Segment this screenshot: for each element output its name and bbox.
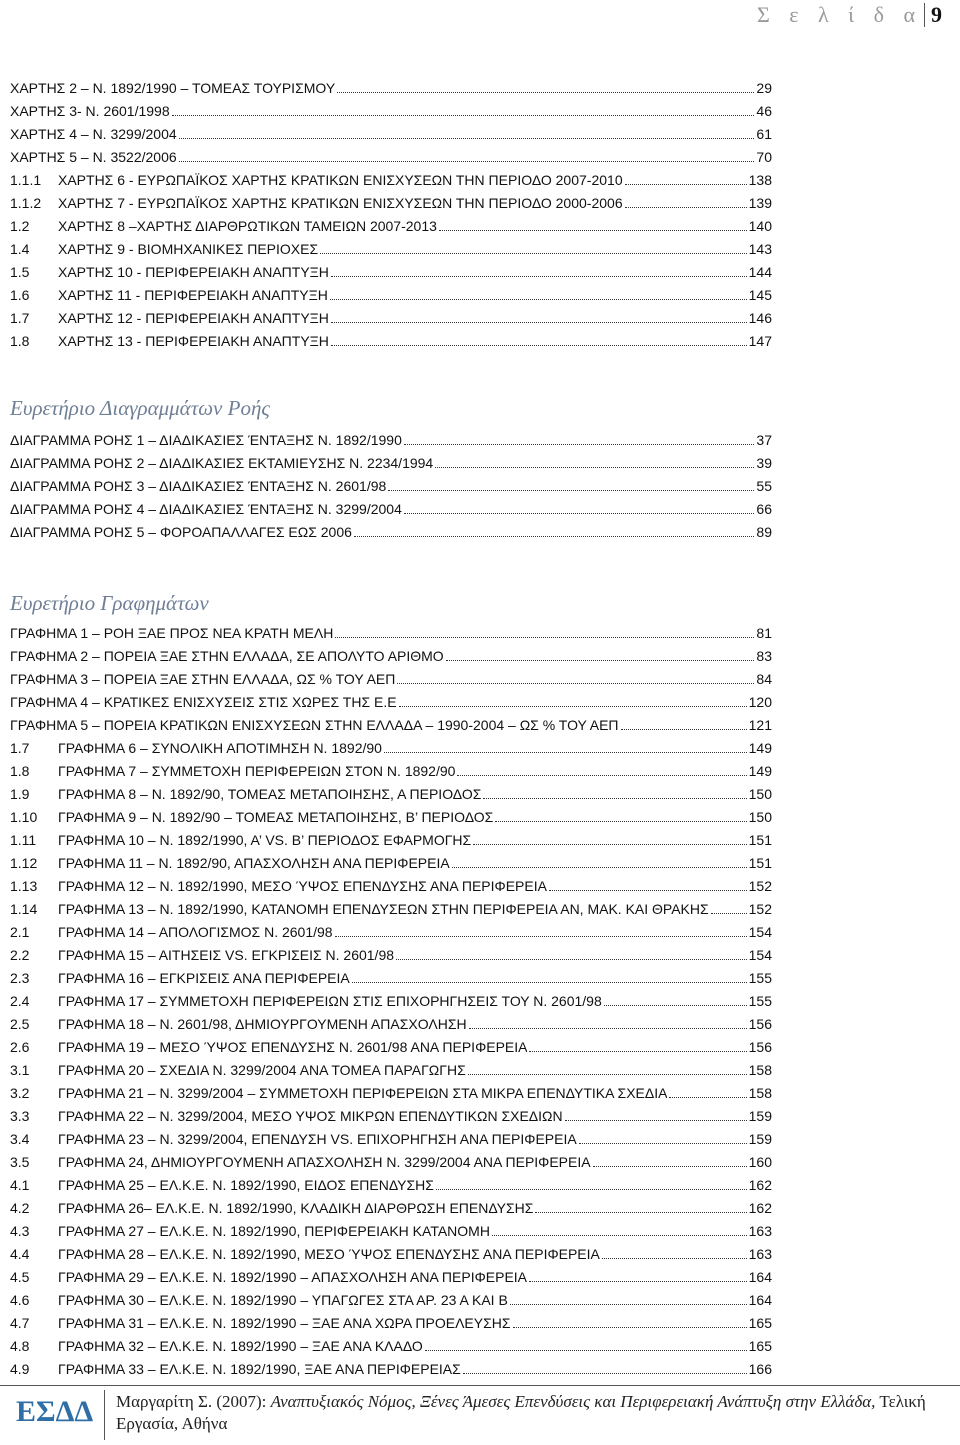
entry-page-number: 164	[748, 1269, 772, 1285]
dot-leader	[179, 138, 755, 139]
toc-entry[interactable]	[10, 189, 772, 212]
entry-page-number: 150	[748, 809, 772, 825]
entry-number: 3.3	[10, 1108, 30, 1124]
entry-title: ΧΑΡΤΗΣ 4 – Ν. 3299/2004	[10, 126, 177, 142]
entry-number: 2.3	[10, 970, 30, 986]
entry-number: 4.9	[10, 1361, 30, 1377]
dot-leader	[320, 253, 747, 254]
entry-title: ΧΑΡΤΗΣ 6 - ΕΥΡΩΠΑΪΚΟΣ ΧΑΡΤΗΣ ΚΡΑΤΙΚΩΝ ΕΝΙΣΧΥΣΕΩΝ ΤΗΝ ΠΕΡΙΟΔΟ 2007-2010	[58, 172, 623, 188]
entry-page-number: 163	[748, 1223, 772, 1239]
dot-leader	[337, 92, 754, 93]
entry-number: 2.4	[10, 993, 30, 1009]
dot-leader	[549, 890, 747, 891]
entry-page-number: 155	[748, 993, 772, 1009]
toc-entry[interactable]	[10, 757, 772, 780]
entry-title: ΓΡΑΦΗΜΑ 9 – Ν. 1892/90 – ΤΟΜΕΑΣ ΜΕΤΑΠΟΙΗΣΗΣ, Β’ ΠΕΡΙΟΔΟΣ	[58, 809, 494, 825]
entry-page-number: 149	[748, 763, 772, 779]
dot-leader	[436, 1189, 747, 1190]
entry-page-number: 139	[748, 195, 772, 211]
entry-number: 4.4	[10, 1246, 30, 1262]
dot-leader	[179, 161, 755, 162]
entry-title: ΓΡΑΦΗΜΑ 4 – ΚΡΑΤΙΚΕΣ ΕΝΙΣΧΥΣΕΙΣ ΣΤΙΣ ΧΩΡΕΣ ΤΗΣ Ε.Ε	[10, 694, 397, 710]
entry-page-number: 61	[756, 126, 772, 142]
flow-diagrams-index	[10, 426, 772, 541]
entry-number: 4.7	[10, 1315, 30, 1331]
dot-leader	[384, 752, 747, 753]
toc-entry[interactable]	[10, 495, 772, 518]
entry-title: ΓΡΑΦΗΜΑ 15 – ΑΙΤΗΣΕΙΣ VS. ΕΓΚΡΙΣΕΙΣ Ν. 2601/98	[58, 947, 395, 963]
entry-page-number: 138	[748, 172, 772, 188]
toc-entry[interactable]	[10, 1056, 772, 1079]
entry-number: 2.5	[10, 1016, 30, 1032]
entry-title: ΓΡΑΦΗΜΑ 28 – ΕΛ.Κ.Ε. Ν. 1892/1990, ΜΕΣΟ ΎΨΟΣ ΕΠΕΝΔΥΣΗΣ ΑΝΑ ΠΕΡΙΦΕΡΕΙΑ	[58, 1246, 600, 1262]
dot-leader	[625, 207, 747, 208]
toc-entry[interactable]	[10, 327, 772, 350]
entry-number: 3.1	[10, 1062, 30, 1078]
entry-page-number: 29	[756, 80, 772, 96]
toc-entry[interactable]	[10, 1309, 772, 1332]
toc-entry[interactable]	[10, 1217, 772, 1240]
entry-number: 1.9	[10, 786, 30, 802]
dot-leader	[469, 1028, 747, 1029]
toc-entry[interactable]	[10, 665, 772, 688]
dot-leader	[439, 230, 747, 231]
dot-leader	[435, 467, 754, 468]
toc-entry[interactable]	[10, 212, 772, 235]
entry-title: ΓΡΑΦΗΜΑ 8 – Ν. 1892/90, ΤΟΜΕΑΣ ΜΕΤΑΠΟΙΗΣΗΣ, Α ΠΕΡΙΟΔΟΣ	[58, 786, 482, 802]
entry-page-number: 46	[756, 103, 772, 119]
entry-number: 2.6	[10, 1039, 30, 1055]
dot-leader	[604, 1005, 747, 1006]
toc-entry[interactable]	[10, 1033, 772, 1056]
entry-page-number: 151	[748, 855, 772, 871]
entry-page-number: 66	[756, 501, 772, 517]
entry-title: ΧΑΡΤΗΣ 8 –ΧΑΡΤΗΣ ΔΙΑΡΘΡΩΤΙΚΩΝ ΤΑΜΕΙΩΝ 2007-2013	[58, 218, 437, 234]
entry-page-number: 144	[748, 264, 772, 280]
entry-page-number: 145	[748, 287, 772, 303]
entry-title: ΓΡΑΦΗΜΑ 10 – Ν. 1892/1990, Α’ VS. Β’ ΠΕΡΙΟΔΟΣ ΕΦΑΡΜΟΓΗΣ	[58, 832, 472, 848]
dot-leader	[711, 913, 747, 914]
entry-title: ΓΡΑΦΗΜΑ 32 – ΕΛ.Κ.Ε. Ν. 1892/1990 – ΞΑΕ ΑΝΑ ΚΛΑΔΟ	[58, 1338, 423, 1354]
dot-leader	[172, 115, 755, 116]
toc-entry[interactable]	[10, 734, 772, 757]
dot-leader	[621, 729, 747, 730]
entry-number: 4.8	[10, 1338, 30, 1354]
entry-title: ΔΙΑΓΡΑΜΜΑ ΡΟΗΣ 1 – ΔΙΑΔΙΚΑΣΙΕΣ ΈΝΤΑΞΗΣ Ν. 1892/1990	[10, 432, 402, 448]
entry-page-number: 84	[756, 671, 772, 687]
graphs-heading: Ευρετήριο Γραφημάτων	[10, 591, 209, 615]
footer-suffix: Τελική Εργασία, Αθήνα	[116, 1392, 926, 1433]
toc-entry[interactable]	[10, 1263, 772, 1286]
toc-entry[interactable]	[10, 258, 772, 281]
entry-page-number: 147	[748, 333, 772, 349]
entry-page-number: 155	[748, 970, 772, 986]
dot-leader	[330, 299, 747, 300]
entry-title: ΓΡΑΦΗΜΑ 2 – ΠΟΡΕΙΑ ΞΑΕ ΣΤΗΝ ΕΛΛΑΔΑ, ΣΕ ΑΠΟΛΥΤΟ ΑΡΙΘΜΟ	[10, 648, 444, 664]
dot-leader	[495, 821, 746, 822]
dot-leader	[492, 1235, 747, 1236]
entry-title: ΓΡΑΦΗΜΑ 14 – ΑΠΟΛΟΓΙΣΜΟΣ Ν. 2601/98	[58, 924, 333, 940]
entry-page-number: 164	[748, 1292, 772, 1308]
entry-number: 1.10	[10, 809, 38, 825]
entry-number: 1.13	[10, 878, 38, 894]
dot-leader	[468, 1074, 747, 1075]
entry-page-number: 152	[748, 878, 772, 894]
entry-title: ΓΡΑΦΗΜΑ 5 – ΠΟΡΕΙΑ ΚΡΑΤΙΚΩΝ ΕΝΙΣΧΥΣΕΩΝ ΣΤΗΝ ΕΛΛΑΔΑ – 1990-2004 – ΩΣ % ΤΟΥ ΑΕΠ	[10, 717, 619, 733]
entry-number: 1.7	[10, 310, 30, 326]
toc-entry[interactable]	[10, 849, 772, 872]
entry-page-number: 55	[756, 478, 772, 494]
toc-entry[interactable]	[10, 964, 772, 987]
dot-leader	[510, 1304, 747, 1305]
entry-title: ΧΑΡΤΗΣ 9 - ΒΙΟΜΗΧΑΝΙΚΕΣ ΠΕΡΙΟΧΕΣ	[58, 241, 319, 257]
entry-title: ΓΡΑΦΗΜΑ 25 – ΕΛ.Κ.Ε. Ν. 1892/1990, ΕΙΔΟΣ ΕΠΕΝΔΥΣΗΣ	[58, 1177, 434, 1193]
toc-entry[interactable]	[10, 166, 772, 189]
toc-entry[interactable]	[10, 120, 772, 143]
toc-entry[interactable]	[10, 987, 772, 1010]
toc-entry[interactable]	[10, 918, 772, 941]
dot-leader	[529, 1281, 747, 1282]
dot-leader	[452, 867, 747, 868]
entry-page-number: 158	[748, 1085, 772, 1101]
entry-title: ΓΡΑΦΗΜΑ 20 – ΣΧΕΔΙΑ Ν. 3299/2004 ΑΝΑ ΤΟΜΕΑ ΠΑΡΑΓΩΓΗΣ	[58, 1062, 466, 1078]
dot-leader	[331, 345, 747, 346]
header-divider	[924, 3, 925, 27]
entry-number: 3.2	[10, 1085, 30, 1101]
dot-leader	[513, 1327, 747, 1328]
entry-title: ΓΡΑΦΗΜΑ 13 – Ν. 1892/1990, ΚΑΤΑΝΟΜΗ ΕΠΕΝΔΥΣΕΩΝ ΣΤΗΝ ΠΕΡΙΦΕΡΕΙΑ ΑΝ, ΜΑΚ. ΚΑΙ ΘΡΑΚΗΣ	[58, 901, 709, 917]
entry-page-number: 162	[748, 1177, 772, 1193]
entry-title: ΔΙΑΓΡΑΜΜΑ ΡΟΗΣ 4 – ΔΙΑΔΙΚΑΣΙΕΣ ΈΝΤΑΞΗΣ Ν. 3299/2004	[10, 501, 402, 517]
toc-entry[interactable]	[10, 1079, 772, 1102]
dot-leader	[579, 1143, 747, 1144]
entry-number: 3.5	[10, 1154, 30, 1170]
entry-title: ΓΡΑΦΗΜΑ 24, ΔΗΜΙΟΥΡΓΟΥΜΕΝΗ ΑΠΑΣΧΟΛΗΣΗ Ν. 3299/2004 ΑΝΑ ΠΕΡΙΦΕΡΕΙΑ	[58, 1154, 591, 1170]
entry-title: ΧΑΡΤΗΣ 5 – Ν. 3522/2006	[10, 149, 177, 165]
entry-title: ΧΑΡΤΗΣ 2 – Ν. 1892/1990 – ΤΟΜΕΑΣ ΤΟΥΡΙΣΜΟΥ	[10, 80, 336, 96]
entry-title: ΧΑΡΤΗΣ 7 - ΕΥΡΩΠΑΪΚΟΣ ΧΑΡΤΗΣ ΚΡΑΤΙΚΩΝ ΕΝΙΣΧΥΣΕΩΝ ΤΗΝ ΠΕΡΙΟΔΟ 2000-2006	[58, 195, 623, 211]
dot-leader	[352, 982, 747, 983]
dot-leader	[404, 513, 755, 514]
entry-page-number: 160	[748, 1154, 772, 1170]
entry-title: ΧΑΡΤΗΣ 12 - ΠΕΡΙΦΕΡΕΙΑΚΗ ΑΝΑΠΤΥΞΗ	[58, 310, 329, 326]
entry-page-number: 152	[748, 901, 772, 917]
entry-title: ΓΡΑΦΗΜΑ 18 – Ν. 2601/98, ΔΗΜΙΟΥΡΓΟΥΜΕΝΗ ΑΠΑΣΧΟΛΗΣΗ	[58, 1016, 467, 1032]
entry-page-number: 120	[748, 694, 772, 710]
toc-entry[interactable]	[10, 941, 772, 964]
toc-entry[interactable]	[10, 711, 772, 734]
entry-title: ΓΡΑΦΗΜΑ 31 – ΕΛ.Κ.Ε. Ν. 1892/1990 – ΞΑΕ ΑΝΑ ΧΩΡΑ ΠΡΟΕΛΕΥΣΗΣ	[58, 1315, 511, 1331]
entry-title: ΓΡΑΦΗΜΑ 11 – Ν. 1892/90, ΑΠΑΣΧΟΛΗΣΗ ΑΝΑ ΠΕΡΙΦΕΡΕΙΑ	[58, 855, 450, 871]
entry-number: 1.5	[10, 264, 30, 280]
flow-diagrams-heading: Ευρετήριο Διαγραμμάτων Ροής	[10, 396, 270, 420]
entry-title: ΓΡΑΦΗΜΑ 1 – ΡΟΗ ΞΑΕ ΠΡΟΣ ΝΕΑ ΚΡΑΤΗ ΜΕΛΗ	[10, 625, 334, 641]
toc-entry[interactable]	[10, 304, 772, 327]
dot-leader	[602, 1258, 747, 1259]
entry-title: ΓΡΑΦΗΜΑ 7 – ΣΥΜΜΕΤΟΧΗ ΠΕΡΙΦΕΡΕΙΩΝ ΣΤΟΝ Ν. 1892/90	[58, 763, 456, 779]
entry-title: ΓΡΑΦΗΜΑ 23 – Ν. 3299/2004, ΕΠΕΝΔΥΣΗ VS. ΕΠΙΧΟΡΗΓΗΣΗ ΑΝΑ ΠΕΡΙΦΕΡΕΙΑ	[58, 1131, 577, 1147]
footer-title: Αναπτυξιακός Νόμος, Ξένες Άμεσες Επενδύσεις και Περιφερειακή Ανάπτυξη στην Ελλάδα,	[270, 1392, 876, 1411]
entry-page-number: 149	[748, 740, 772, 756]
entry-number: 1.6	[10, 287, 30, 303]
entry-page-number: 159	[748, 1108, 772, 1124]
entry-number: 1.11	[10, 832, 37, 848]
toc-entry[interactable]	[10, 74, 772, 97]
entry-number: 1.4	[10, 241, 30, 257]
entry-number: 1.8	[10, 333, 30, 349]
entry-page-number: 166	[748, 1361, 772, 1377]
toc-entry[interactable]	[10, 619, 772, 642]
entry-number: 1.8	[10, 763, 30, 779]
footer-logo: ΕΣΔΔ	[16, 1395, 94, 1428]
entry-page-number: 70	[756, 149, 772, 165]
entry-page-number: 143	[748, 241, 772, 257]
entry-page-number: 158	[748, 1062, 772, 1078]
footer-citation	[116, 1391, 946, 1435]
toc-entry[interactable]	[10, 1010, 772, 1033]
footer-divider	[0, 1385, 960, 1386]
dot-leader	[463, 1373, 747, 1374]
toc-entry[interactable]	[10, 281, 772, 304]
toc-entry[interactable]	[10, 1332, 772, 1355]
dot-leader	[331, 276, 747, 277]
toc-entry[interactable]	[10, 1102, 772, 1125]
entry-number: 1.2	[10, 218, 30, 234]
dot-leader	[473, 844, 746, 845]
toc-entry[interactable]	[10, 235, 772, 258]
entry-page-number: 165	[748, 1338, 772, 1354]
entry-number: 1.1.2	[10, 195, 42, 211]
footer-vertical-divider	[104, 1390, 105, 1440]
toc-entry[interactable]	[10, 1194, 772, 1217]
entry-title: ΔΙΑΓΡΑΜΜΑ ΡΟΗΣ 3 – ΔΙΑΔΙΚΑΣΙΕΣ ΈΝΤΑΞΗΣ Ν. 2601/98	[10, 478, 387, 494]
dot-leader	[446, 660, 755, 661]
entry-page-number: 159	[748, 1131, 772, 1147]
entry-number: 1.14	[10, 901, 38, 917]
entry-page-number: 83	[756, 648, 772, 664]
entry-number: 2.1	[10, 924, 30, 940]
entry-title: ΓΡΑΦΗΜΑ 3 – ΠΟΡΕΙΑ ΞΑΕ ΣΤΗΝ ΕΛΛΑΔΑ, ΩΣ % ΤΟΥ ΑΕΠ	[10, 671, 396, 687]
entry-number: 4.3	[10, 1223, 30, 1239]
entry-page-number: 156	[748, 1039, 772, 1055]
toc-entry[interactable]	[10, 472, 772, 495]
dot-leader	[529, 1051, 746, 1052]
entry-title: ΓΡΑΦΗΜΑ 30 – ΕΛ.Κ.Ε. Ν. 1892/1990 – ΥΠΑΓΩΓΕΣ ΣΤΑ ΑΡ. 23 Α ΚΑΙ Β	[58, 1292, 508, 1308]
entry-page-number: 37	[756, 432, 772, 448]
toc-entry[interactable]	[10, 1148, 772, 1171]
dot-leader	[457, 775, 746, 776]
entry-title: ΓΡΑΦΗΜΑ 12 – Ν. 1892/1990, ΜΕΣΟ ΎΨΟΣ ΕΠΕΝΔΥΣΗΣ ΑΝΑ ΠΕΡΙΦΕΡΕΙΑ	[58, 878, 547, 894]
entry-page-number: 81	[756, 625, 772, 641]
entry-title: ΓΡΑΦΗΜΑ 27 – ΕΛ.Κ.Ε. Ν. 1892/1990, ΠΕΡΙΦΕΡΕΙΑΚΗ ΚΑΤΑΝΟΜΗ	[58, 1223, 490, 1239]
entry-number: 1.7	[10, 740, 30, 756]
dot-leader	[399, 706, 747, 707]
entry-title: ΔΙΑΓΡΑΜΜΑ ΡΟΗΣ 5 – ΦΟΡΟΑΠΑΛΛΑΓΕΣ ΕΩΣ 2006	[10, 524, 352, 540]
entry-page-number: 121	[748, 717, 772, 733]
entry-title: ΓΡΑΦΗΜΑ 33 – ΕΛ.Κ.Ε. Ν. 1892/1990, ΞΑΕ ΑΝΑ ΠΕΡΙΦΕΡΕΙΑΣ	[58, 1361, 461, 1377]
entry-title: ΓΡΑΦΗΜΑ 16 – ΕΓΚΡΙΣΕΙΣ ΑΝΑ ΠΕΡΙΦΕΡΕΙΑ	[58, 970, 350, 986]
toc-entry[interactable]	[10, 518, 772, 541]
toc-entry[interactable]	[10, 803, 772, 826]
entry-title: ΓΡΑΦΗΜΑ 29 – ΕΛ.Κ.Ε. Ν. 1892/1990 – ΑΠΑΣΧΟΛΗΣΗ ΑΝΑ ΠΕΡΙΦΕΡΕΙΑ	[58, 1269, 528, 1285]
toc-entry[interactable]	[10, 780, 772, 803]
entry-page-number: 150	[748, 786, 772, 802]
entry-page-number: 156	[748, 1016, 772, 1032]
entry-title: ΧΑΡΤΗΣ 3- Ν. 2601/1998	[10, 103, 170, 119]
toc-entry[interactable]	[10, 426, 772, 449]
toc-entry[interactable]	[10, 872, 772, 895]
entry-page-number: 39	[756, 455, 772, 471]
dot-leader	[331, 322, 747, 323]
entry-number: 4.2	[10, 1200, 30, 1216]
toc-entry[interactable]	[10, 1125, 772, 1148]
page-header	[757, 0, 942, 30]
dot-leader	[396, 959, 747, 960]
entry-title: ΧΑΡΤΗΣ 10 - ΠΕΡΙΦΕΡΕΙΑΚΗ ΑΝΑΠΤΥΞΗ	[58, 264, 329, 280]
dot-leader	[354, 536, 755, 537]
entry-number: 1.12	[10, 855, 38, 871]
entry-title: ΓΡΑΦΗΜΑ 26– ΕΛ.Κ.Ε. Ν. 1892/1990, ΚΛΑΔΙΚΗ ΔΙΑΡΘΡΩΣΗ ΕΠΕΝΔΥΣΗΣ	[58, 1200, 534, 1216]
entry-page-number: 154	[748, 924, 772, 940]
toc-entry[interactable]	[10, 97, 772, 120]
dot-leader	[335, 637, 754, 638]
dot-leader	[593, 1166, 747, 1167]
page-number: 9	[931, 2, 942, 27]
entry-page-number: 140	[748, 218, 772, 234]
entry-number: 4.1	[10, 1177, 30, 1193]
toc-entry[interactable]	[10, 1286, 772, 1309]
dot-leader	[425, 1350, 747, 1351]
toc-entry[interactable]	[10, 826, 772, 849]
dot-leader	[404, 444, 755, 445]
entry-title: ΓΡΑΦΗΜΑ 21 – Ν. 3299/2004 – ΣΥΜΜΕΤΟΧΗ ΠΕΡΙΦΕΡΕΙΩΝ ΣΤΑ ΜΙΚΡΑ ΕΠΕΝΔΥΤΙΚΑ ΣΧΕΔΙΑ	[58, 1085, 668, 1101]
dot-leader	[669, 1097, 746, 1098]
dot-leader	[388, 490, 754, 491]
maps-index	[10, 74, 772, 350]
toc-entry[interactable]	[10, 1171, 772, 1194]
toc-entry[interactable]	[10, 642, 772, 665]
entry-number: 4.5	[10, 1269, 30, 1285]
entry-number: 2.2	[10, 947, 30, 963]
toc-entry[interactable]	[10, 449, 772, 472]
footer-author: Μαργαρίτη Σ. (2007):	[116, 1392, 267, 1411]
entry-number: 4.6	[10, 1292, 30, 1308]
entry-title: ΓΡΑΦΗΜΑ 22 – Ν. 3299/2004, ΜΕΣΟ ΥΨΟΣ ΜΙΚΡΩΝ ΕΠΕΝΔΥΤΙΚΩΝ ΣΧΕΔΙΩΝ	[58, 1108, 563, 1124]
entry-number: 1.1.1	[10, 172, 42, 188]
entry-title: ΓΡΑΦΗΜΑ 19 – ΜΕΣΟ ΎΨΟΣ ΕΠΕΝΔΥΣΗΣ Ν. 2601/98 ΑΝΑ ΠΕΡΙΦΕΡΕΙΑ	[58, 1039, 528, 1055]
entry-title: ΓΡΑΦΗΜΑ 6 – ΣΥΝΟΛΙΚΗ ΑΠΟΤΙΜΗΣΗ Ν. 1892/90	[58, 740, 382, 756]
entry-page-number: 163	[748, 1246, 772, 1262]
toc-entry[interactable]	[10, 143, 772, 166]
dot-leader	[565, 1120, 747, 1121]
dot-leader	[335, 936, 747, 937]
toc-entry[interactable]	[10, 895, 772, 918]
entry-number: 3.4	[10, 1131, 30, 1147]
dot-leader	[625, 184, 747, 185]
entry-page-number: 89	[756, 524, 772, 540]
entry-page-number: 146	[748, 310, 772, 326]
entry-title: ΧΑΡΤΗΣ 13 - ΠΕΡΙΦΕΡΕΙΑΚΗ ΑΝΑΠΤΥΞΗ	[58, 333, 329, 349]
entry-title: ΓΡΑΦΗΜΑ 17 – ΣΥΜΜΕΤΟΧΗ ΠΕΡΙΦΕΡΕΙΩΝ ΣΤΙΣ ΕΠΙΧΟΡΗΓΗΣΕΙΣ ΤΟΥ Ν. 2601/98	[58, 993, 602, 1009]
page-label: Σ ε λ ί δ α	[756, 2, 922, 27]
entry-title: ΧΑΡΤΗΣ 11 - ΠΕΡΙΦΕΡΕΙΑΚΗ ΑΝΑΠΤΥΞΗ	[58, 287, 328, 303]
toc-entry[interactable]	[10, 1240, 772, 1263]
entry-page-number: 162	[748, 1200, 772, 1216]
entry-title: ΔΙΑΓΡΑΜΜΑ ΡΟΗΣ 2 – ΔΙΑΔΙΚΑΣΙΕΣ ΕΚΤΑΜΙΕΥΣΗΣ Ν. 2234/1994	[10, 455, 434, 471]
dot-leader	[397, 683, 754, 684]
toc-entry[interactable]	[10, 1355, 772, 1378]
entry-page-number: 151	[748, 832, 772, 848]
toc-entry[interactable]	[10, 688, 772, 711]
dot-leader	[535, 1212, 746, 1213]
dot-leader	[483, 798, 746, 799]
entry-page-number: 154	[748, 947, 772, 963]
graphs-index	[10, 619, 772, 1378]
entry-page-number: 165	[748, 1315, 772, 1331]
